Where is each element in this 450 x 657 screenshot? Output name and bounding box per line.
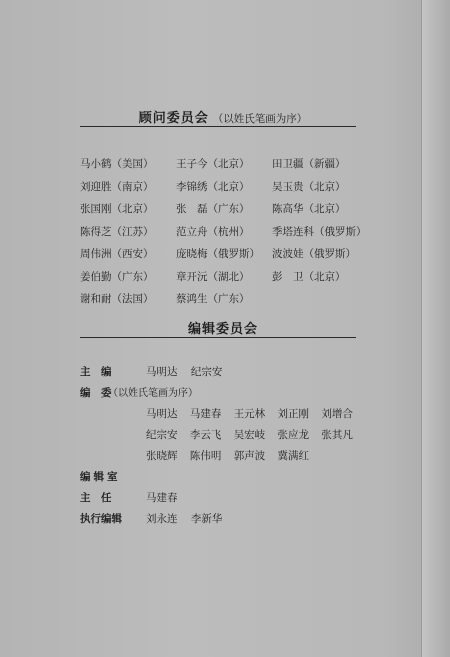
director-label: 主 任 [80,492,112,504]
person-name: 郭声波 [233,450,266,462]
person-name: 马明达 [146,408,178,420]
chief-editor-row [80,362,370,383]
editorial-heading [90,318,356,337]
person-name: 张晓辉 [146,450,178,462]
members-note: （以姓氏笔画为序） [108,388,198,399]
advisor-name: 季塔连科（俄罗斯） [272,225,367,238]
person-name: 吴宏岐 [233,429,266,441]
advisory-title: 顾问委员会 [138,111,209,126]
advisory-rule [80,126,356,127]
page-edge [421,0,450,657]
person-name: 刘正刚 [277,408,310,420]
advisor-name: 陈得芝（江苏） [80,225,154,238]
person-name: 陈伟明 [189,450,222,462]
chief-editor-label: 主 编 [80,366,112,378]
office-row [80,467,370,488]
advisor-name: 马小鹤（美国） [80,158,154,170]
advisor-name: 周伟洲（西安） [80,248,154,260]
director-row [80,488,370,509]
person-name: 刘增合 [321,408,353,420]
editorial-title: 编辑委员会 [187,322,258,337]
advisor-row [80,221,370,244]
advisor-name: 王子今（北京） [176,158,250,170]
advisor-name: 范立舟（杭州） [176,225,250,238]
advisor-row [80,288,370,311]
advisor-name: 波波娃（俄罗斯） [272,248,356,260]
person-name: 李新华 [190,513,223,525]
advisor-name: 张 磊（广东） [176,203,250,215]
member-row [146,446,370,467]
person-name: 张应龙 [277,429,310,441]
advisor-name: 田卫疆（新疆） [272,158,346,170]
editorial-rule [80,337,356,338]
advisor-name: 张国刚（北京） [80,203,154,215]
exec-editor-row [80,509,370,530]
advisor-row [80,198,370,221]
person-name: 王元林 [233,408,266,420]
advisor-name: 彭 卫（北京） [272,270,346,283]
advisor-row [80,176,370,199]
advisor-row [80,266,370,289]
editorial-list [80,362,370,530]
office-label: 编辑室 [80,471,121,483]
advisor-name: 吴玉贵（北京） [272,180,346,193]
chief-editor-names [146,362,232,383]
person-name: 马明达 [146,366,178,378]
exec-editor-label: 执行编辑 [80,513,122,525]
person-name: 纪宗安 [190,366,223,378]
person-name: 冀满红 [277,450,310,462]
person-name: 马建春 [189,408,222,420]
advisor-name: 姜伯勤（广东） [80,270,154,283]
advisor-name: 谢和耐（法国） [80,293,154,305]
member-list [80,404,370,467]
director-name: 马建春 [146,492,178,504]
member-row [146,404,370,425]
advisor-name: 蔡鸿生（广东） [176,293,250,305]
advisory-list [80,153,370,311]
person-name: 刘永连 [146,513,178,525]
advisor-name: 庞晓梅（俄罗斯） [176,248,260,260]
advisor-row [80,243,370,266]
advisory-heading [90,107,356,126]
exec-editor-names [146,509,232,530]
advisor-name: 陈高华（北京） [272,203,346,215]
advisor-name: 刘迎胜（南京） [80,180,154,193]
advisor-name: 章开沅（湖北） [176,270,250,283]
advisory-note: （以姓氏笔画为序） [212,113,308,125]
advisor-name: 李锦绣（北京） [176,180,250,193]
person-name: 李云飞 [189,429,222,441]
advisor-row [80,153,370,176]
member-row [146,425,370,446]
person-name: 纪宗安 [146,429,178,441]
person-name: 张其凡 [321,429,353,441]
members-row [80,383,370,404]
members-label: 编 委 [80,387,112,399]
